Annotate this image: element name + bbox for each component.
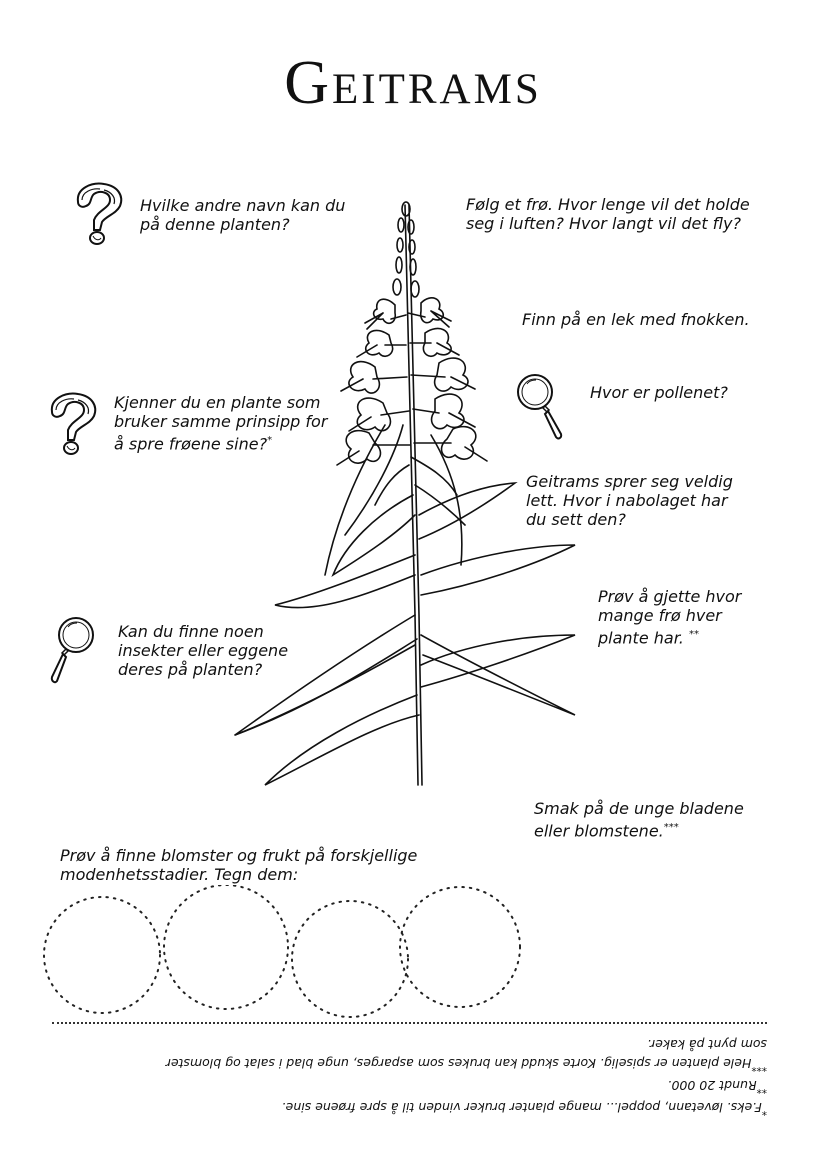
page-title: Geitrams: [284, 49, 542, 117]
fireweed-illustration: [225, 195, 595, 795]
prompt-taste: [534, 799, 744, 840]
drawing-circle: [44, 897, 160, 1013]
drawing-circle: [164, 885, 288, 1009]
prompt-insects: Kan du finne noen insekter eller eggene deres på planten?: [118, 622, 289, 679]
prompt-game: Finn på en lek med fnokken.: [522, 310, 750, 329]
footnote: [52, 1035, 767, 1076]
prompt-other-names: Hvilke andre navn kan du på denne planten?: [140, 196, 346, 234]
footnote-text: F.eks. løvetann, poppel... mange planter bruker vinden til å spre frøene sine.: [281, 1099, 762, 1115]
question-mark-icon: [44, 390, 104, 458]
prompt-taste-text: Smak på de unge bladene eller blomstene.: [534, 799, 744, 841]
footnote-mark: **: [756, 1082, 767, 1095]
footnote-mark: *: [267, 435, 273, 446]
footnotes: [52, 1028, 767, 1120]
drawing-circles: [40, 885, 540, 1025]
prompt-guess-text: Prøv å gjette hvor mange frø hver plante har.: [598, 587, 742, 648]
drawing-circle: [400, 887, 520, 1007]
footnote-text: Rundt 20 000.: [667, 1077, 757, 1093]
footnote-text: Hele planten er spiselig. Korte skudd kan brukes som asparges, unge blad i salat og blomster som pynt på kaker.: [165, 1036, 767, 1071]
question-mark-icon: [70, 180, 130, 248]
prompt-spread: Geitrams sprer seg veldig lett. Hvor i nabolaget har du sett den?: [526, 472, 733, 529]
footnote: [52, 1076, 767, 1098]
prompt-stages: Prøv å finne blomster og frukt på forskjellige modenhetsstadier. Tegn dem:: [60, 846, 418, 884]
footnote: [52, 1098, 767, 1120]
footnote-mark: ***: [663, 822, 679, 833]
footnote-mark: ***: [751, 1060, 767, 1073]
prompt-pollen: Hvor er pollenet?: [590, 383, 728, 402]
prompt-follow-seed: Følg et frø. Hvor lenge vil det holde seg i luften? Hvor langt vil det fly?: [466, 195, 750, 233]
dotted-divider: [52, 1022, 767, 1024]
prompt-guess: [598, 587, 741, 647]
prompt-principle-text: Kjenner du en plante som bruker samme prinsipp for å spre frøene sine?: [114, 393, 328, 454]
magnifying-glass-icon: [48, 615, 100, 687]
footnote-mark: *: [761, 1105, 767, 1117]
footnote-mark: **: [688, 629, 699, 640]
drawing-circle: [292, 901, 408, 1017]
